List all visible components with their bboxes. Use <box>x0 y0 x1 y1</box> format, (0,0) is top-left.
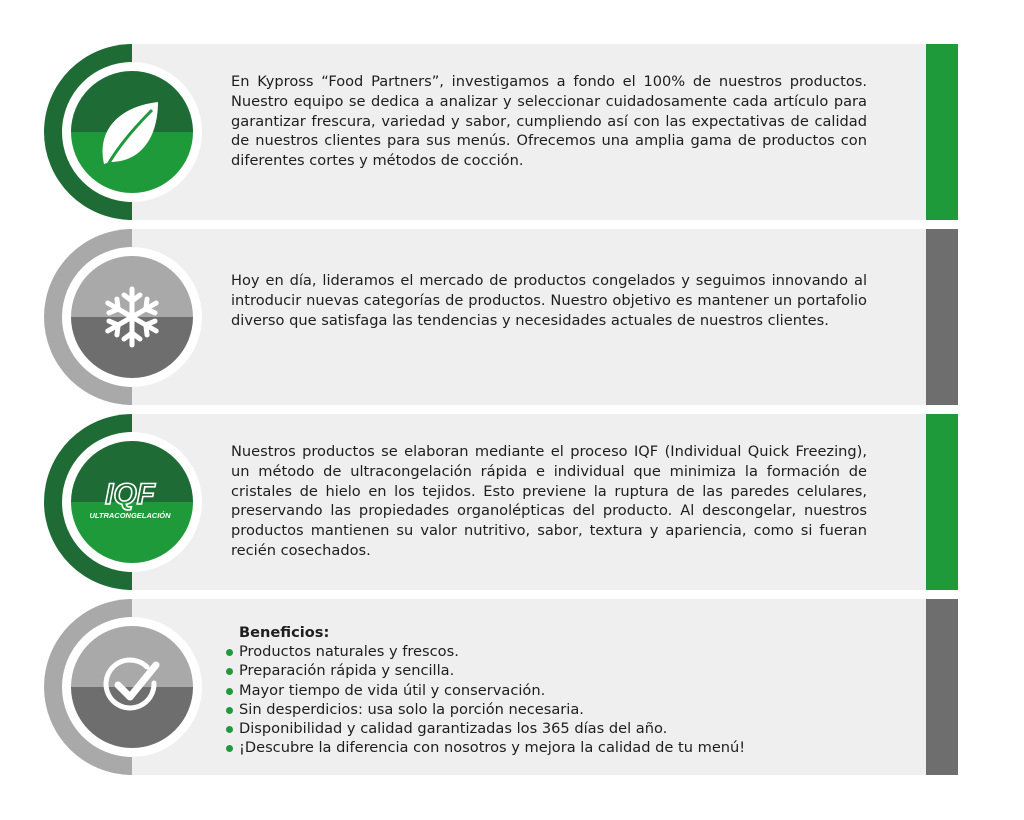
accent-bar <box>926 414 958 590</box>
snowflake-badge <box>44 229 220 405</box>
checkmark-badge <box>44 599 220 775</box>
list-item: Productos naturales y frescos. <box>226 642 745 661</box>
section-text: En Kypross “Food Partners”, investigamos a fondo el 100% de nuestros productos. Nuestro equipo se dedica a analizar y seleccionar cuidadosamente cada artículo para garantizar frescura, variedad y sabor, cumpliendo así con las expectativas de calidad de nuestros clientes para sus menús. Ofrecemos una amplia gama de productos con diferentes cortes y métodos de cocción. <box>231 73 867 170</box>
benefits-list <box>226 642 745 758</box>
accent-bar <box>926 229 958 405</box>
accent-bar <box>926 599 958 775</box>
accent-bar <box>926 44 958 220</box>
list-item: ¡Descubre la diferencia con nosotros y mejora la calidad de tu menú! <box>226 738 745 757</box>
section-iqf <box>0 414 1024 590</box>
section-text: Nuestros productos se elaboran mediante el proceso IQF (Individual Quick Freezing), un método de ultracongelación rápida e individual que minimiza la formación de cristales de hielo en los tejidos. Esto previene la ruptura de las paredes celulares, preservando las propiedades organolépticas del producto. Al descongelar, nuestros productos mantienen su valor nutritivo, sabor, textura y apariencia, como si fueran recién cosechados. <box>231 443 867 559</box>
iqf-badge <box>44 414 220 590</box>
list-item: Disponibilidad y calidad garantizadas los 365 días del año. <box>226 719 745 738</box>
leaf-badge <box>44 44 220 220</box>
section-frozen <box>0 229 1024 405</box>
list-item: Sin desperdicios: usa solo la porción necesaria. <box>226 700 745 719</box>
iqf-logo-text: IQF <box>105 478 155 511</box>
iqf-logo-subtitle: ULTRACONGELACIÓN <box>89 511 171 520</box>
section-text: Hoy en día, lideramos el mercado de productos congelados y seguimos innovando al introducir nuevas categorías de productos. Nuestro objetivo es mantener un portafolio diverso que satisfaga las tendencias y necesidades actuales de nuestros clientes. <box>231 272 867 329</box>
benefits-title: Beneficios: <box>239 624 330 641</box>
list-item: Mayor tiempo de vida útil y conservación. <box>226 681 745 700</box>
section-benefits <box>0 599 1024 775</box>
list-item: Preparación rápida y sencilla. <box>226 661 745 680</box>
section-freshness <box>0 44 1024 220</box>
